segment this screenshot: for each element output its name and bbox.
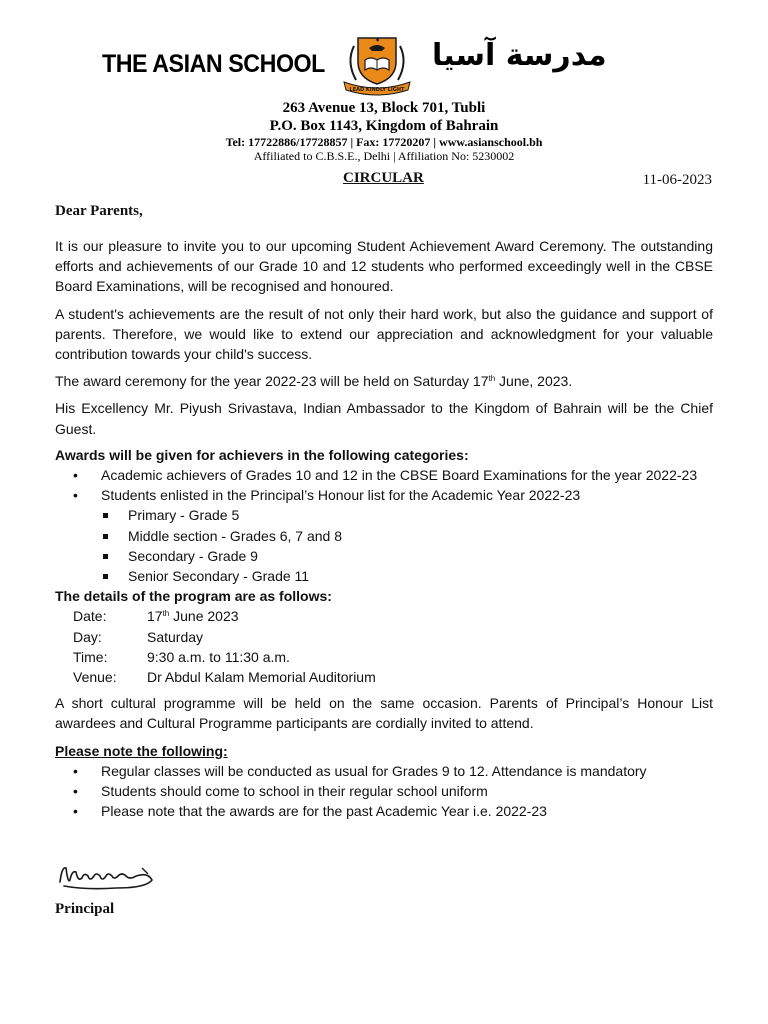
program-label: Venue: [73,669,117,686]
school-name-arabic: مدرسة آسيا [432,38,607,73]
program-value: Dr Abdul Kalam Memorial Auditorium [147,669,376,686]
program-date-sup: th [162,609,170,619]
list-item: Primary - Grade 5 [55,505,713,525]
program-value: 9:30 a.m. to 11:30 a.m. [147,648,290,665]
note-heading: Please note the following: [55,742,228,759]
crest-motto: LEAD KINDLY LIGHT [349,87,405,93]
program-row-date [55,606,713,626]
program-label: Time: [73,648,108,665]
circular-date: 11-06-2023 [642,172,712,188]
program-value [147,606,239,626]
awards-heading: Awards will be given for achievers in the following categories: [55,446,469,463]
paragraph-ceremony-date [55,371,713,391]
program-row-day [55,627,713,647]
list-item: Senior Secondary - Grade 11 [55,566,713,586]
ceremony-date-text-end: June, 2023. [495,373,573,390]
program-date-day: 17 [147,608,163,625]
ceremony-date-text: The award ceremony for the year 2022-23 will be held on Saturday 17 [55,373,489,390]
school-crest-logo [338,32,416,96]
list-item: Middle section - Grades 6, 7 and 8 [55,526,713,546]
circular-title: CIRCULAR [343,170,424,186]
principal-signature [56,858,156,894]
note-list [55,761,713,822]
list-item: Secondary - Grade 9 [55,546,713,566]
school-name: THE ASIAN SCHOOL [102,50,325,78]
paragraph-chief-guest: His Excellency Mr. Piyush Srivastava, Indian Ambassador to the Kingdom of Bahrain will be the Chief Guest. [55,400,713,437]
list-item: • Please note that the awards are for the past Academic Year i.e. 2022-23 [55,801,713,821]
signer-title: Principal [55,901,115,917]
salutation: Dear Parents, [55,203,143,219]
program-row-time [55,647,713,667]
program-heading: The details of the program are as follows: [55,588,332,605]
address-line-1: 263 Avenue 13, Block 701, Tubli [282,100,486,116]
program-details [55,606,713,687]
program-value: Saturday [147,628,204,645]
program-label: Day: [73,628,102,645]
program-label: Date: [73,608,107,625]
address-line-2: P.O. Box 1143, Kingdom of Bahrain [269,118,499,134]
ceremony-date-sup: th [488,374,496,384]
list-item: • Students should come to school in their regular school uniform [55,781,713,801]
paragraph-cultural-programme: A short cultural programme will be held on the same occasion. Parents of Principal’s Honour List awardees and Cultural Programme participants are cordially invited to attend. [55,695,713,732]
awards-list [55,465,713,505]
list-item: • Regular classes will be conducted as usual for Grades 9 to 12. Attendance is mandatory [55,761,713,781]
paragraph-invitation: It is our pleasure to invite you to our upcoming Student Achievement Award Ceremony. The outstanding efforts and achievements of our Grade 10 and 12 students who performed exceedingly well in the CBSE Board Examinations, will be recognised and honoured. [55,238,713,295]
affiliation-line: Affiliated to C.B.S.E., Delhi | Affiliation No: 5230002 [253,149,515,163]
circular-body [55,236,713,821]
honour-sublist [55,505,713,586]
list-item: • Academic achievers of Grades 10 and 12 in the CBSE Board Examinations for the year 2022-23 [55,465,713,485]
paragraph-appreciation: A student's achievements are the result of not only their hard work, but also the guidance and support of parents. Therefore, we would like to extend our appreciation and acknowledgment for your valuable contribution towards your child's success. [55,305,713,363]
program-date-month: June 2023 [169,608,239,625]
contact-line: Tel: 17722886/17728857 | Fax: 17720207 | www.asianschool.bh [225,135,543,149]
program-row-venue [55,667,713,687]
list-item: • Students enlisted in the Principal’s Honour list for the Academic Year 2022-23 [55,485,713,505]
